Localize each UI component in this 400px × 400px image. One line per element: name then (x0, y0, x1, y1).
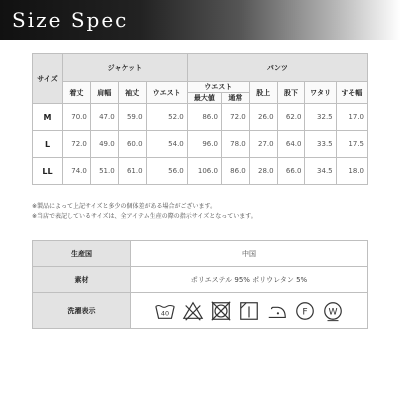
care-icons-cell (131, 293, 368, 329)
waist-normal-header: 通常 (221, 93, 249, 104)
table-cell: 17.5 (336, 131, 367, 158)
material-value: ポリエステル 95% ポリウレタン 5% (131, 267, 368, 293)
size-label: M (33, 104, 63, 131)
note-line: ※製品によって上記サイズと多少の個体差がある場合がございます。 (32, 203, 217, 210)
size-spec-table (32, 53, 368, 185)
size-label: L (33, 131, 63, 158)
table-cell: 17.0 (336, 104, 367, 131)
wash-temp-text: 40 (160, 309, 170, 318)
table-cell: 96.0 (187, 131, 221, 158)
col-header: 袖丈 (118, 82, 146, 104)
col-header: 股下 (277, 82, 305, 104)
origin-value: 中国 (131, 241, 368, 267)
note-line: ※当店で表記しているサイズは、全アイテム生産の際の指示サイズとなっています。 (32, 213, 257, 220)
col-header: 肩幅 (90, 82, 118, 104)
table-cell: 60.0 (118, 131, 146, 158)
table-row (33, 104, 368, 131)
col-header: ワタリ (305, 82, 336, 104)
bleach-not-allowed-icon (182, 300, 204, 322)
table-cell: 72.0 (63, 131, 91, 158)
table-cell: 61.0 (118, 158, 146, 185)
wet-clean-w-icon (322, 300, 344, 322)
col-header: ウエスト (146, 82, 187, 104)
iron-low-icon (266, 300, 288, 322)
table-row (33, 131, 368, 158)
table-cell: 74.0 (63, 158, 91, 185)
wash-40-icon (154, 300, 176, 322)
product-info-table (32, 240, 368, 329)
care-icons (131, 300, 367, 322)
waist-group-header: ウエスト (187, 82, 249, 93)
table-cell: 32.5 (305, 104, 336, 131)
table-cell: 54.0 (146, 131, 187, 158)
line-dry-shade-icon (238, 300, 260, 322)
jacket-header: ジャケット (63, 54, 188, 82)
table-cell: 34.5 (305, 158, 336, 185)
table-cell: 59.0 (118, 104, 146, 131)
table-cell: 86.0 (187, 104, 221, 131)
waist-max-header: 最大値 (187, 93, 221, 104)
col-header: 着丈 (63, 82, 91, 104)
table-cell: 62.0 (277, 104, 305, 131)
table-row (33, 158, 368, 185)
care-label: 洗濯表示 (33, 293, 131, 329)
dry-clean-f-icon (294, 300, 316, 322)
table-cell: 47.0 (90, 104, 118, 131)
pants-header: パンツ (187, 54, 367, 82)
table-cell: 56.0 (146, 158, 187, 185)
table-cell: 27.0 (249, 131, 277, 158)
dry-clean-letter: F (302, 306, 308, 318)
table-cell: 51.0 (90, 158, 118, 185)
size-header: サイズ (33, 54, 63, 104)
table-cell: 78.0 (221, 131, 249, 158)
col-header: すそ幅 (336, 82, 367, 104)
wet-clean-letter: W (328, 306, 338, 318)
table-cell: 86.0 (221, 158, 249, 185)
origin-label: 生産国 (33, 241, 131, 267)
page-title: Size Spec (12, 8, 129, 32)
col-header: 股上 (249, 82, 277, 104)
table-cell: 26.0 (249, 104, 277, 131)
table-cell: 18.0 (336, 158, 367, 185)
table-cell: 72.0 (221, 104, 249, 131)
table-cell: 49.0 (90, 131, 118, 158)
table-cell: 66.0 (277, 158, 305, 185)
table-cell: 64.0 (277, 131, 305, 158)
title-banner (0, 0, 400, 40)
tumble-dry-not-allowed-icon (210, 300, 232, 322)
table-cell: 28.0 (249, 158, 277, 185)
table-cell: 106.0 (187, 158, 221, 185)
size-notes (32, 202, 257, 222)
size-label: LL (33, 158, 63, 185)
material-label: 素材 (33, 267, 131, 293)
table-cell: 52.0 (146, 104, 187, 131)
table-cell: 33.5 (305, 131, 336, 158)
table-cell: 70.0 (63, 104, 91, 131)
